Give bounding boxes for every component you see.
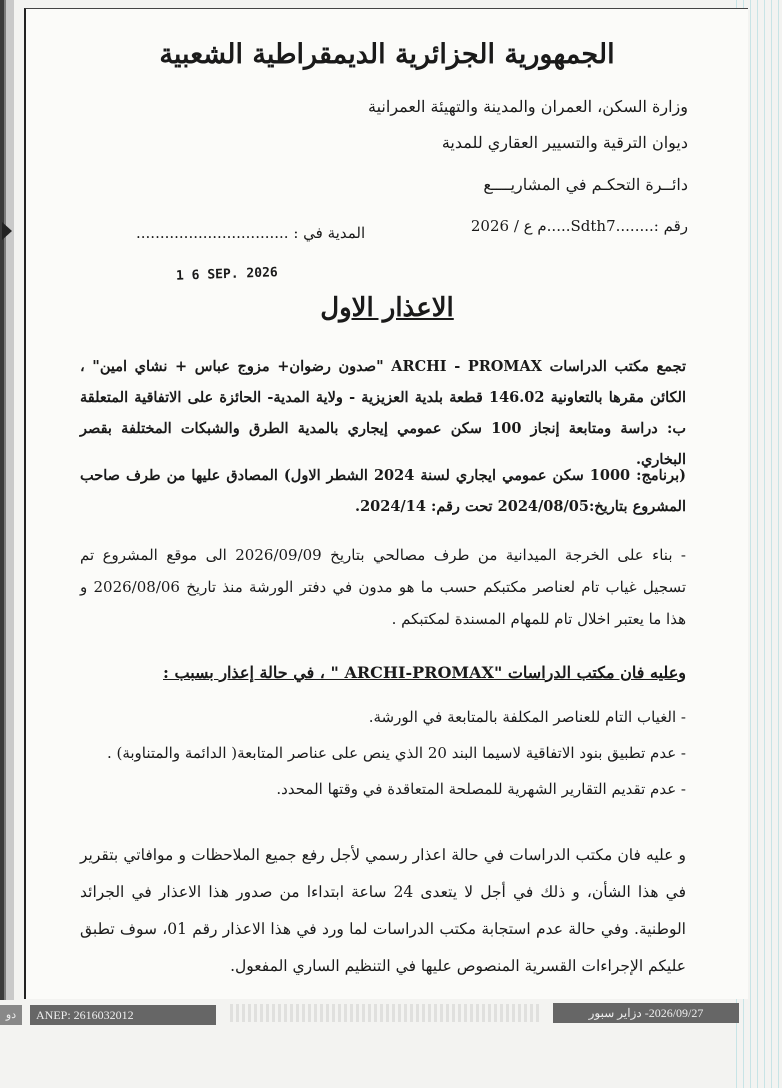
notice-heading-wrap (80, 657, 686, 689)
left-page-edge (0, 0, 14, 1000)
reference-number: رقم :........Sdth7.....م ع / 2026 (470, 217, 688, 235)
date-stamp: 1 6 SEP. 2026 (175, 265, 278, 284)
reasons-list (106, 699, 686, 807)
paragraph-program: (برنامج: 1000 سكن عمومي ايجاري لسنة 2024 الشطر الاول) المصادق عليها من طرف صاحب المشروع بتاريخ:2024/08/05 تحت رقم: 2024/14. (80, 467, 686, 515)
department-line: دائــرة التحكـم في المشاريــــع (483, 175, 688, 194)
office-line: ديوان الترقية والتسيير العقاري للمدية (441, 133, 688, 152)
footer-edge-label: دو (0, 1005, 22, 1025)
reason-item: - الغياب التام للعناصر المكلفة بالمتابعة في الورشة. (368, 708, 686, 726)
newspaper-date-label: 2026/09/27- دزاير سبور (553, 1003, 739, 1023)
notice-heading: وعليه فان مكتب الدراسات "ARCHI-PROMAX " ، في حالة إعذار بسبب : (163, 663, 686, 682)
date-place: المدية في : ................................ (136, 224, 366, 242)
paragraph-findings: - بناء على الخرجة الميدانية من طرف مصالحي بتاريخ 2026/09/09 الى موقع المشروع تم تسجيل غياب تام لعناصر مكتبكم حسب ما هو مدون في دفتر الورشة منذ تاريخ 2026/08/06 و هذا ما يعتبر اخلال تام للمهام المسندة لمكتبكم . (80, 546, 686, 628)
reason-item: - عدم تطبيق بنود الاتفاقية لاسيما البند 20 الذي ينص على عناصر المتابعة( الدائمة والمتناوبة) . (106, 744, 686, 762)
reason-item: - عدم تقديم التقارير الشهرية للمصلحة المتعاقدة في وقتها المحدد. (276, 780, 686, 798)
document-title: الاعذار الاول (320, 293, 454, 323)
anep-label: ANEP: 2616032012 (30, 1005, 216, 1025)
ministry-line: وزارة السكن، العمران والمدينة والتهيئة العمرانية (368, 97, 688, 116)
republic-heading: الجمهورية الجزائرية الديمقراطية الشعبية (159, 39, 615, 70)
arrow-icon (2, 222, 12, 240)
bleed-through-text (230, 1004, 540, 1022)
paragraph-intro: تجمع مكتب الدراسات ARCHI - PROMAX "صدون رضوان+ مزوج عباس + نشاي امين" ، الكائن مقرها بالتعاونية 146.02 قطعة بلدية العزيزية - ولاية المدية- الحائزة على الاتفاقية المتعلقة ب: دراسة ومتابعة إنجاز 100 سكن عمومي إيجاري بالمدية الطرق والشبكات المختلفة بقصر البخاري. (80, 358, 686, 468)
document-page (24, 8, 748, 999)
closing-paragraph: و عليه فان مكتب الدراسات في حالة اعذار رسمي لأجل رفع جميع الملاحظات و موافاتي بتقرير في هذا الشأن، و ذلك في أجل لا يتعدى 24 ساعة ابتداءا من صدور هذا الاعذار في الجرائد الوطنية. وفي حالة عدم استجابة مكتب الدراسات لما ورد في هذا الاعذار رقم 01، سوف تطبق عليكم الإجراءات القسرية المنصوص عليها في التنظيم الساري المفعول. (80, 846, 686, 975)
